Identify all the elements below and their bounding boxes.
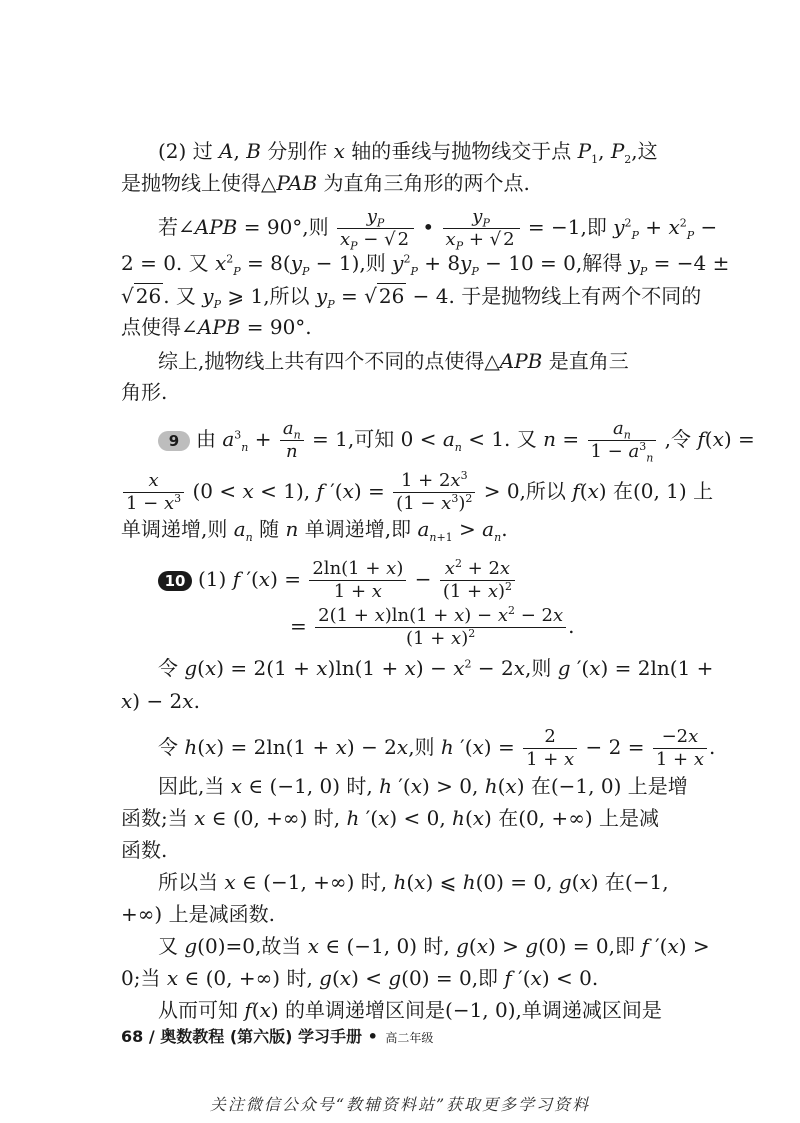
watermark-text: 关注微信公众号“教辅资料站”获取更多学习资料: [209, 1095, 591, 1114]
fraction: $\frac{1 + 2x^3}{(1 - x^3)^2}$: [393, 470, 475, 515]
text-line: 2 = 0. 又 $x^2_P = 8(y_P - 1)$,则 $y^2_P + 8y_P - 10 = 0$,解得 $y_P = -4$ ±: [121, 251, 730, 278]
text-line: 是抛物线上使得△PAB 为直角三角形的两个点.: [121, 171, 530, 195]
text-line: 若∠APB = 90°,则 $\frac{y_P}{x_P - √ 2}$ • $\frac{y_P}{x_P + √ 2}$ = −1,即 $y^2_P + x^2_P$ −: [158, 206, 718, 253]
fraction: $\frac{a_n}{1 - a^3_n}$: [588, 418, 657, 463]
fraction: $\frac{2}{1 + x}$: [523, 726, 577, 771]
fraction: $\frac{y_P}{x_P - √ 2}$: [337, 206, 414, 251]
page-number: 68: [121, 1027, 144, 1046]
text-line: $\frac{x}{1 - x^3}$ (0 < x < 1), f ′(x) = $\frac{1 + 2x^3}{(1 - x^3)^2}$ > 0,所以 f(x) 在(0, 1) 上: [121, 470, 713, 515]
text-line: 函数.: [121, 838, 168, 862]
fraction: $\frac{2\ln(1 + x)}{1 + x}$: [309, 558, 406, 603]
text-line: 令 h(x) = 2ln(1 + x) − 2x,则 h ′(x) = $\frac{2}{1 + x}$ − 2 = $\frac{-2x}{1 + x}$ .: [158, 726, 716, 770]
text-line: 角形.: [121, 380, 168, 404]
fraction: $\frac{-2x}{1 + x}$: [653, 726, 707, 771]
page-footer: [121, 1024, 433, 1047]
problem-number-badge: 9: [158, 431, 190, 451]
problem-number-badge: 10: [158, 571, 192, 591]
text-line: 单调递增,则 $a_n$ 随 n 单调递增,即 $a_{n+1} > a_n$.: [121, 517, 508, 544]
text-line: +∞) 上是减函数.: [121, 902, 275, 926]
text-line: 所以当 x ∈ (−1, +∞) 时, h(x) ⩽ h(0) = 0, g(x) 在(−1,: [158, 870, 669, 894]
book-title: / 奥数教程 (第六版) 学习手册 •: [148, 1027, 378, 1046]
text-line: 又 g(0)=0,故当 x ∈ (−1, 0) 时, g(x) > g(0) = 0,即 f ′(x) >: [158, 934, 710, 958]
text-line: 因此,当 x ∈ (−1, 0) 时, h ′(x) > 0, h(x) 在(−1, 0) 上是增: [158, 774, 688, 798]
text-line: = $\frac{2(1 + x)\ln(1 + x) - x^2 - 2x}{(1 + x)^2}$ .: [290, 604, 575, 649]
fraction: $\frac{a_n}{n}$: [280, 418, 304, 463]
fraction: $\frac{y_P}{x_P + √ 2}$: [443, 206, 520, 251]
text-line: 令 $g(x) = 2(1 + x)\ln(1 + x) - x^2 - 2x$,则 g ′(x) = 2ln(1 +: [158, 656, 714, 680]
text-line: x) − 2x.: [121, 689, 200, 713]
text-line: 综上,抛物线上共有四个不同的点使得△APB 是直角三: [158, 349, 629, 373]
text-line: 10 (1) f ′(x) = $\frac{2\ln(1 + x)}{1 + x}$ − $\frac{x^2 + 2x}{(1 + x)^2}$: [158, 558, 517, 603]
text-line: 0;当 x ∈ (0, +∞) 时, g(x) < g(0) = 0,即 f ′(x) < 0.: [121, 966, 599, 990]
fraction: $\frac{x}{1 - x^3}$: [123, 470, 184, 515]
text-line: 点使得∠APB = 90°.: [121, 315, 312, 339]
grade-label: 高二年级: [385, 1031, 434, 1045]
fraction: $\frac{x^2 + 2x}{(1 + x)^2}$: [440, 558, 515, 603]
fraction: $\frac{2(1 + x)\ln(1 + x) - x^2 - 2x}{(1 + x)^2}$: [315, 605, 566, 650]
text-line: 函数;当 x ∈ (0, +∞) 时, h ′(x) < 0, h(x) 在(0, +∞) 上是减: [121, 806, 660, 830]
text-line: 9 由 $a^3_n$ + $\frac{a_n}{n}$ = 1,可知 $0 < a_n < 1$. 又 n = $\frac{a_n}{1 - a^3_n}$ ,令 f(x) =: [158, 418, 755, 463]
text-line: 从而可知 f(x) 的单调递增区间是(−1, 0),单调递减区间是: [158, 998, 662, 1022]
text-line: (2) 过 A, B 分别作 x 轴的垂线与抛物线交于点 $P_1$, $P_2$,这: [158, 139, 658, 166]
text-line: √ 26 . 又 $y_P$ ⩾ 1,所以 $y_P$ = √ 26 − 4. 于是抛物线上有两个不同的: [121, 284, 702, 311]
